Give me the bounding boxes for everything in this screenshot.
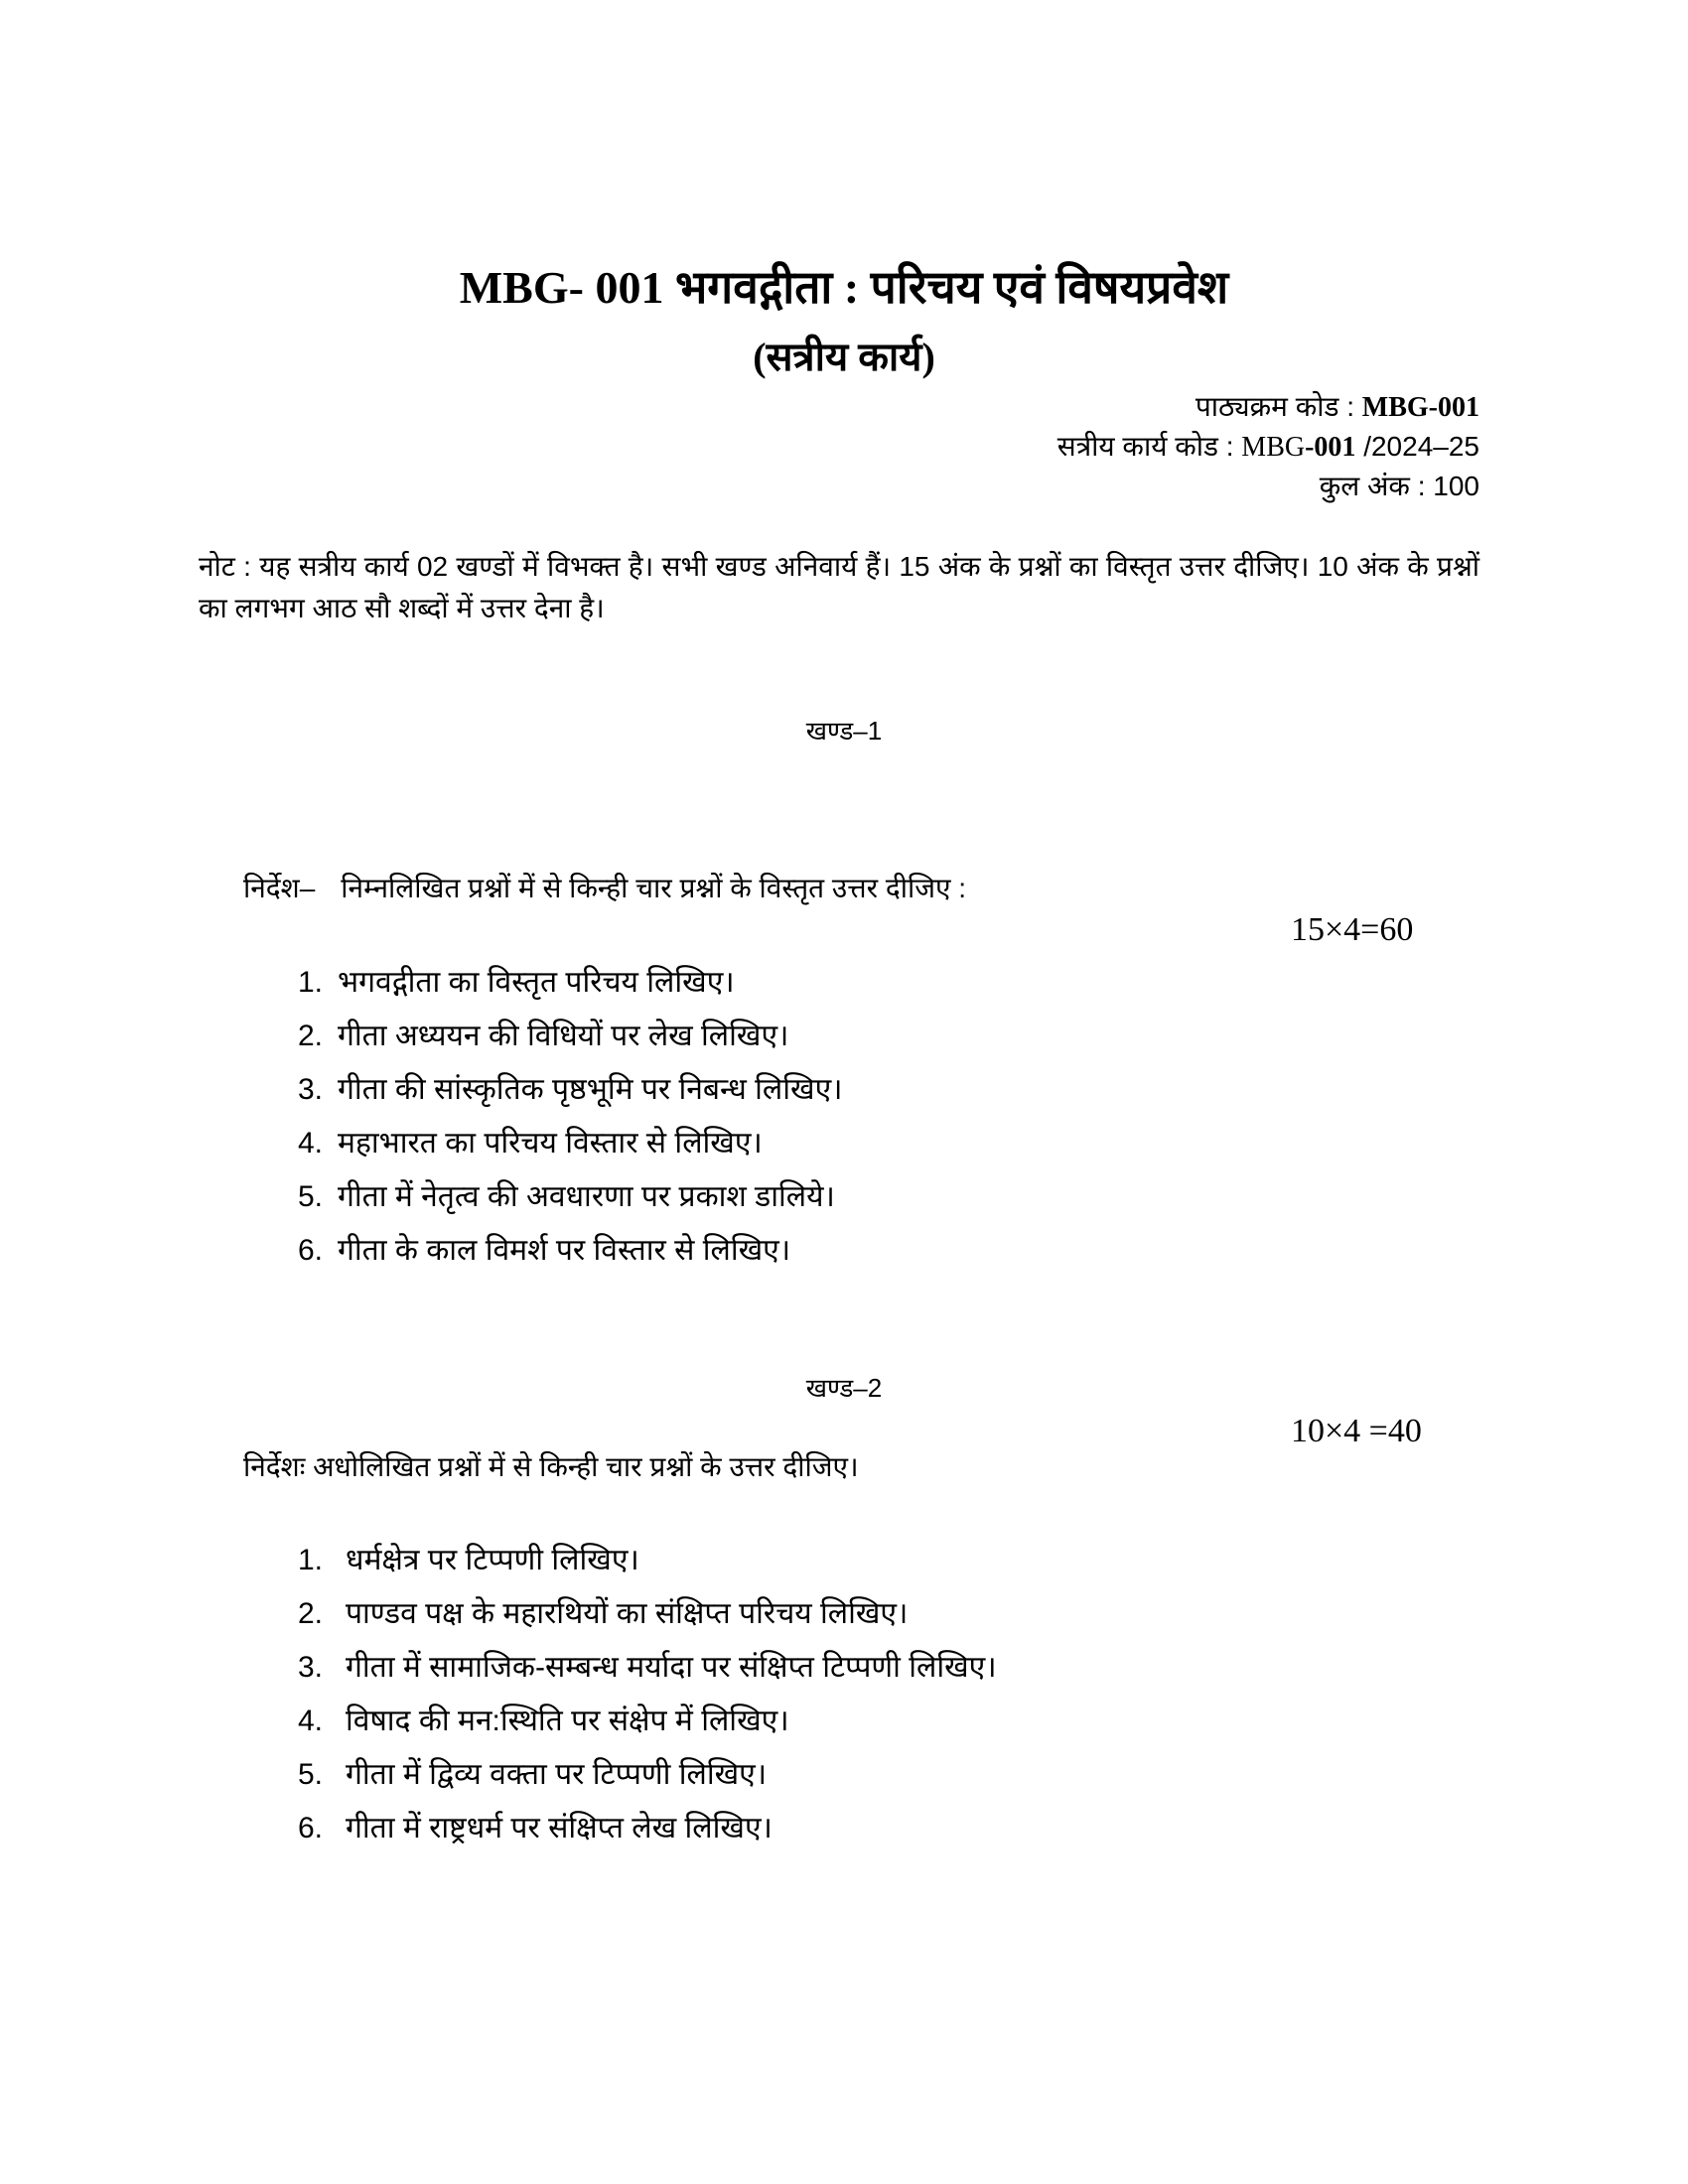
- question-number: 2.: [298, 1020, 324, 1052]
- assignment-code-number: -001: [1305, 432, 1356, 463]
- assignment-note: नोट : यह सत्रीय कार्य 02 खण्डों में विभक्त है। सभी खण्ड अनिवार्य हैं। 15 अंक के प्रश्नों का विस्तृत उत्तर दीजिए। 10 अंक के प्रश्नों का लगभग आठ सौ शब्दों में उत्तर देना है।: [199, 551, 1479, 623]
- question-item: [298, 1748, 997, 1802]
- question-number: 4.: [298, 1127, 324, 1160]
- total-marks-line: [1320, 467, 1479, 506]
- question-text: गीता अध्ययन की विधियों पर लेख लिखिए।: [338, 1020, 789, 1052]
- section-1-marks: 15×4=60: [1291, 911, 1414, 948]
- question-item: [298, 1587, 997, 1641]
- question-text: महाभारत का परिचय विस्तार से लिखिए।: [338, 1127, 763, 1160]
- question-item: [298, 1224, 843, 1278]
- question-text: भगवद्गीता का विस्तृत परिचय लिखिए।: [338, 966, 735, 999]
- section-1-question-list: [298, 956, 843, 1278]
- section-2-marks: 10×4 =40: [1291, 1413, 1422, 1449]
- assignment-code-prefix: MBG: [1241, 432, 1306, 463]
- question-text: गीता में नेतृत्व की अवधारणा पर प्रकाश डालिये।: [338, 1180, 835, 1213]
- question-text: गीता में द्विव्य वक्ता पर टिप्पणी लिखिए।: [346, 1758, 768, 1791]
- question-item: [298, 1534, 997, 1587]
- course-code-value: MBG-001: [1361, 392, 1479, 423]
- section-2-instruction: निर्देशः अधोलिखित प्रश्नों में से किन्ही चार प्रश्नों के उत्तर दीजिए।: [243, 1451, 859, 1482]
- question-number: 6.: [298, 1812, 324, 1844]
- question-number: 1.: [298, 966, 324, 999]
- question-text: धर्मक्षेत्र पर टिप्पणी लिखिए।: [346, 1544, 639, 1576]
- assignment-code-session: /2024–25: [1355, 431, 1479, 462]
- question-number: 5.: [298, 1180, 324, 1213]
- question-text: गीता में सामाजिक-सम्बन्ध मर्यादा पर संक्षिप्त टिप्पणी लिखिए।: [346, 1651, 997, 1684]
- question-item: [298, 1117, 843, 1170]
- section-1-instruction: [243, 869, 966, 908]
- assignment-code-line: [1057, 427, 1479, 468]
- question-text: गीता की सांस्कृतिक पृष्ठभूमि पर निबन्ध लिखिए।: [338, 1073, 843, 1106]
- course-code-line: [1196, 387, 1479, 428]
- question-text: पाण्डव पक्ष के महारथियों का संक्षिप्त परिचय लिखिए।: [346, 1597, 909, 1630]
- question-item: [298, 1641, 997, 1695]
- question-text: गीता के काल विमर्श पर विस्तार से लिखिए।: [338, 1234, 791, 1267]
- question-text: विषाद की मन:स्थिति पर संक्षेप में लिखिए।: [346, 1705, 789, 1737]
- section-2-heading: खण्ड–2: [805, 1373, 883, 1403]
- document-title: MBG- 001 भगवद्गीता : परिचय एवं विषयप्रवेश: [459, 262, 1229, 313]
- question-item: [298, 1063, 843, 1117]
- question-text: गीता में राष्ट्रधर्म पर संक्षिप्त लेख लिखिए।: [346, 1812, 773, 1844]
- total-marks-label: कुल अंक :: [1319, 471, 1434, 501]
- question-number: 1.: [298, 1544, 324, 1576]
- question-number: 2.: [298, 1597, 324, 1630]
- assignment-code-label: सत्रीय कार्य कोड :: [1056, 431, 1242, 462]
- section-1-instruction-text: निम्नलिखित प्रश्नों में से किन्ही चार प्रश्नों के विस्तृत उत्तर दीजिए :: [341, 873, 967, 903]
- total-marks-value: 100: [1433, 471, 1479, 501]
- question-item: [298, 1695, 997, 1748]
- question-item: [298, 1170, 843, 1224]
- question-item: [298, 1010, 843, 1063]
- question-number: 6.: [298, 1234, 324, 1267]
- document-subtitle: (सत्रीय कार्य): [753, 335, 935, 379]
- question-number: 3.: [298, 1073, 324, 1106]
- section-1-heading: खण्ड–1: [805, 716, 883, 746]
- question-item: [298, 956, 843, 1010]
- question-number: 4.: [298, 1705, 324, 1737]
- section-2-question-list: [298, 1534, 997, 1855]
- course-code-label: पाठ्यक्रम कोड :: [1195, 391, 1362, 422]
- question-number: 5.: [298, 1758, 324, 1791]
- section-1-instruction-label: निर्देश–: [243, 873, 316, 903]
- question-item: [298, 1802, 997, 1855]
- question-number: 3.: [298, 1651, 324, 1684]
